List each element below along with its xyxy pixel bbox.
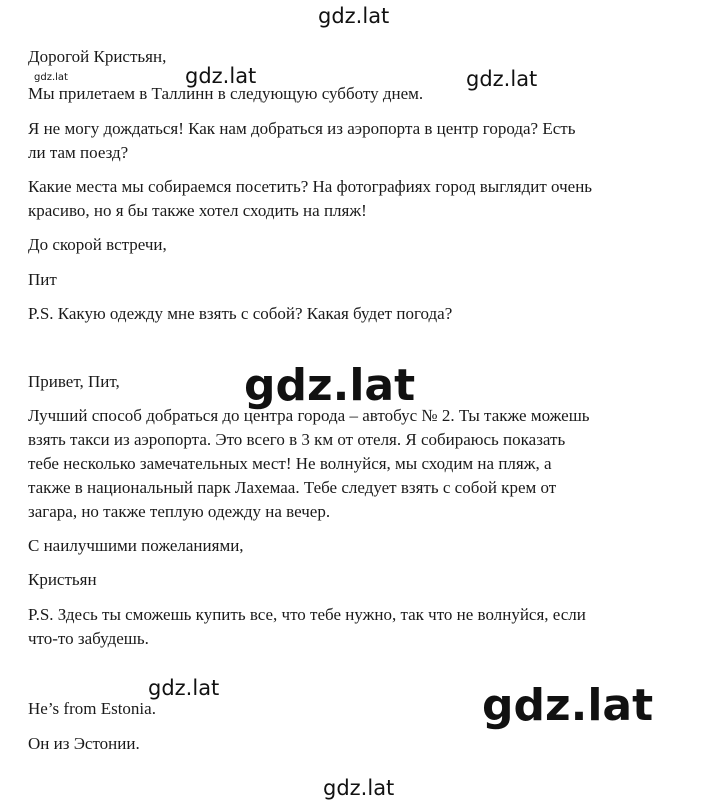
letter1-closing: До скорой встречи, bbox=[28, 235, 167, 254]
watermark-big-center: gdz.lat bbox=[244, 360, 416, 411]
letter1-paragraph-2-line-1: Я не могу дождаться! Как нам добраться из аэропорта в центр города? Есть bbox=[28, 119, 576, 138]
letter1-signature: Пит bbox=[28, 270, 57, 289]
letter1-greeting: Дорогой Кристьян, bbox=[28, 47, 167, 66]
watermark-mid-right: gdz.lat bbox=[466, 67, 538, 91]
watermark-small: gdz.lat bbox=[34, 72, 68, 83]
letter2-paragraph-line-4: также в национальный парк Лахемаа. Тебе следует взять с собой крем от bbox=[28, 478, 557, 497]
answer-english: He’s from Estonia. bbox=[28, 699, 156, 718]
letter2-postscript-line-1: P.S. Здесь ты сможешь купить все, что тебе нужно, так что не волнуйся, если bbox=[28, 605, 586, 624]
letter1-paragraph-2-line-2: ли там поезд? bbox=[28, 143, 129, 162]
letter1-postscript: P.S. Какую одежду мне взять с собой? Какая будет погода? bbox=[28, 304, 453, 323]
letter2-signature: Кристьян bbox=[28, 570, 97, 589]
watermark-mid-left: gdz.lat bbox=[185, 64, 257, 88]
letter2-paragraph-line-2: взять такси из аэропорта. Это всего в 3 км от отеля. Я собираюсь показать bbox=[28, 430, 566, 449]
watermark-top: gdz.lat bbox=[318, 4, 390, 28]
letter1-paragraph-3-line-2: красиво, но я бы также хотел сходить на пляж! bbox=[28, 201, 367, 220]
letter1-paragraph-3-line-1: Какие места мы собираемся посетить? На фотографиях город выглядит очень bbox=[28, 177, 593, 196]
letter2-postscript-line-2: что-то забудешь. bbox=[28, 629, 149, 648]
answer-russian: Он из Эстонии. bbox=[28, 734, 140, 753]
watermark-big-lower-right: gdz.lat bbox=[482, 680, 654, 731]
letter2-paragraph-line-5: загара, но также теплую одежду на вечер. bbox=[28, 502, 331, 521]
watermark-bottom: gdz.lat bbox=[323, 776, 395, 800]
letter2-paragraph-line-3: тебе несколько замечательных мест! Не волнуйся, мы сходим на пляж, а bbox=[28, 454, 552, 473]
letter2-greeting: Привет, Пит, bbox=[28, 372, 120, 391]
letter2-paragraph-line-1: Лучший способ добраться до центра города – автобус № 2. Ты также можешь bbox=[28, 406, 590, 425]
letter1-paragraph-1: Мы прилетаем в Таллинн в следующую субботу днем. bbox=[28, 84, 424, 103]
watermark-lower-left: gdz.lat bbox=[148, 676, 220, 700]
letter2-closing: С наилучшими пожеланиями, bbox=[28, 536, 244, 555]
